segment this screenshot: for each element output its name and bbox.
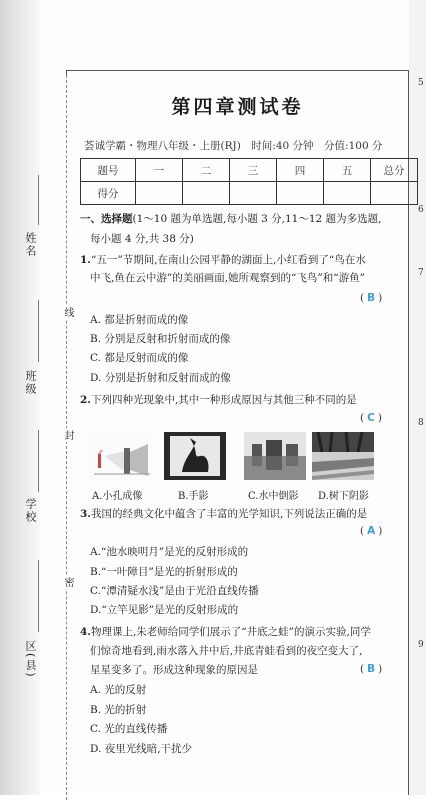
answer-value: C [367,412,375,424]
right-question-number: 6 [418,205,424,215]
answer-box: ( A ) [360,525,383,537]
score-table [80,158,418,205]
binding-mark-seal: 封 [62,430,73,440]
table-row [81,182,418,205]
question-text: 下列四种光现象中,其中一种形成原因与其他三种不同的是 [90,394,357,406]
option: D. 分别是折射和反射而成的像 [90,372,231,384]
table-cell: 五 [324,159,371,182]
binding-mark-dense: 密 [62,577,73,587]
right-question-number: 9 [418,640,424,650]
top-border-line [66,70,409,71]
table-cell: 一 [136,159,183,182]
image-caption: C.水中倒影 [248,491,299,502]
pinhole-camera-image [90,432,152,480]
option: D.“立竿见影”是光的反射形成的 [90,604,239,616]
section-desc: (1～10 题为单选题,每小题 3 分,11～12 题为多选题, [132,213,382,225]
page-title: 第四章测试卷 [171,96,304,118]
school-fill-line [38,430,39,492]
option: D. 夜里光线暗,干扰少 [90,743,193,755]
binding-mark-line: 线 [62,307,73,317]
score-input-cell[interactable] [371,182,418,205]
option: B.“一叶障目”是光的折射形成的 [90,566,238,578]
option: A. 光的反射 [90,684,147,696]
question-text-cont: 们惊奇地看到,雨水落入井中后,井底青蛙看到的夜空变大了, [90,645,363,657]
hand-shadow-image [164,432,226,480]
option: C. 都是反射而成的像 [90,352,189,364]
question-number: 4. [80,626,91,638]
answer-value: A [367,525,376,537]
water-reflection-image [244,432,306,480]
next-page-edge [409,0,426,795]
side-label-school: 学校 [24,498,37,524]
table-cell: 总分 [371,159,418,182]
image-caption: B.手影 [178,491,209,502]
right-question-number: 5 [418,78,424,88]
question-3 [80,507,367,522]
side-label-district: 区(县) [24,640,37,679]
section-title: 一、选择题 [80,213,133,225]
right-question-number: 7 [418,268,424,278]
question-2 [80,393,357,408]
table-cell: 二 [183,159,230,182]
question-number: 1. [80,254,91,266]
option: C.“潭清疑水浅”是由于光沿直线传播 [90,585,259,597]
question-text: 物理课上,朱老师给同学们展示了“井底之蛙”的演示实验,同学 [90,626,371,638]
question-text: “五一”节期间,在南山公园平静的湖面上,小红看到了“鸟在水 [90,254,366,266]
section-desc-cont: 每小题 4 分,共 38 分) [90,233,194,245]
option: A.“池水映明月”是光的反射形成的 [90,546,249,558]
question-text-cont: 星星变多了。形成这种现象的原因是 [90,664,258,676]
question-text: 我国的经典文化中蕴含了丰富的光学知识,下列说法正确的是 [90,508,368,520]
right-question-number: 8 [418,418,424,428]
option: A. 都是折射而成的像 [90,314,189,326]
option: B. 光的折射 [90,704,147,716]
table-cell: 题号 [81,159,136,182]
image-caption: D.树下阴影 [318,491,369,502]
score-input-cell[interactable] [324,182,371,205]
question-4 [80,625,371,640]
score-input-cell[interactable] [277,182,324,205]
side-label-name: 姓名 [24,232,37,258]
answer-box: ( C ) [360,412,382,424]
district-fill-line [38,560,39,632]
image-caption: A.小孔成像 [92,491,143,502]
class-fill-line [38,300,39,362]
question-number: 2. [80,394,91,406]
side-label-class: 班级 [24,370,37,396]
answer-value: B [367,292,376,304]
answer-box: ( B ) [360,663,383,675]
score-input-cell[interactable] [183,182,230,205]
question-number: 3. [80,508,91,520]
table-row [81,159,418,182]
table-cell: 得分 [81,182,136,205]
table-cell: 三 [230,159,277,182]
score-input-cell[interactable] [136,182,183,205]
option: C. 光的直线传播 [90,723,168,735]
answer-value: B [367,663,376,675]
question-text-cont: 中飞,鱼在云中游”的美丽画面,她所观察到的“飞鸟”和“游鱼” [90,272,366,284]
option: B. 分别是反射和折射而成的像 [90,333,231,345]
score-input-cell[interactable] [230,182,277,205]
question-1 [80,253,366,268]
name-fill-line [38,175,39,225]
section-heading [80,212,381,227]
answer-box: ( B ) [360,292,383,304]
tree-shadow-image [312,432,374,480]
exam-meta: 荟诚学霸・物理八年级・上册(RJ) 时间:40 分钟 分值:100 分 [84,140,383,152]
table-cell: 四 [277,159,324,182]
